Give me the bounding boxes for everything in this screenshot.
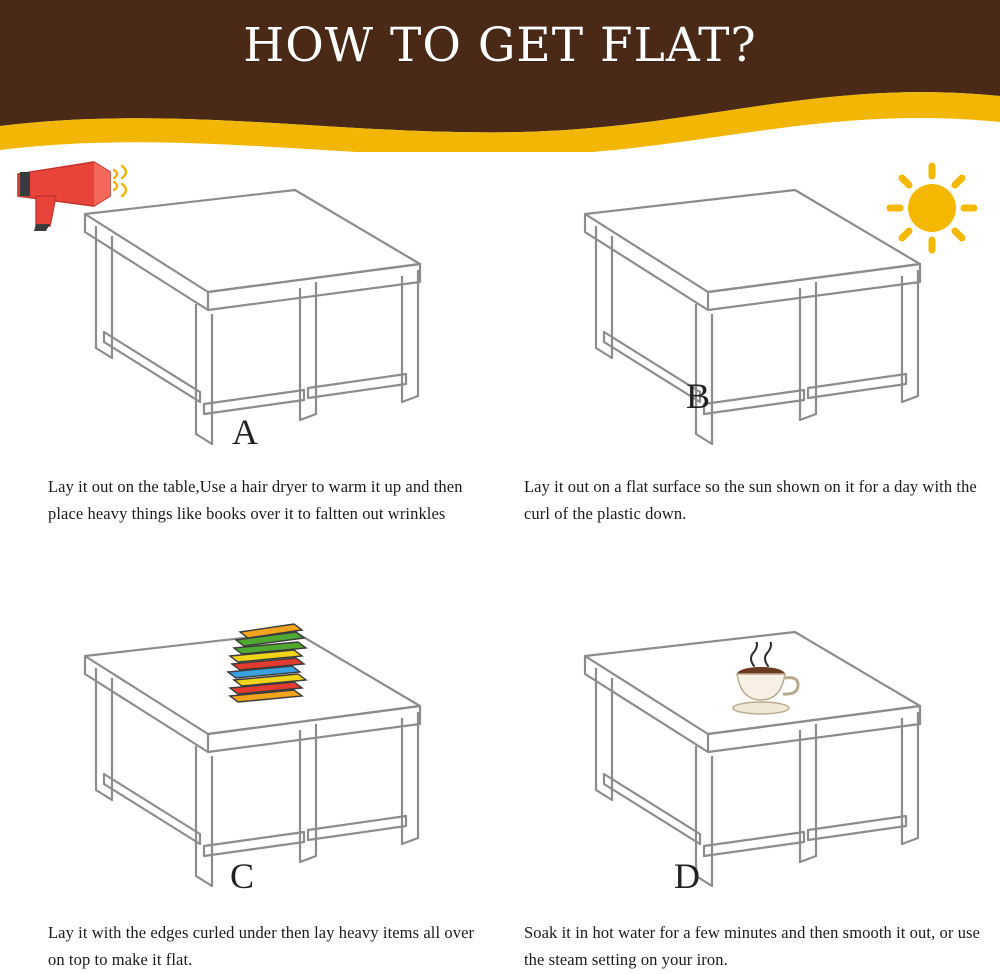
coffee-cup-icon: [714, 642, 824, 722]
panel-a: [0, 152, 500, 552]
page-title: HOW TO GET FLAT?: [243, 18, 757, 73]
panel-caption-d: Soak it in hot water for a few minutes and then smooth it out, or use the steam setting on your iron.: [524, 923, 980, 969]
panel-letter-a: A: [232, 412, 258, 452]
panel-d: [500, 560, 1000, 974]
panel-letter-c: C: [230, 856, 255, 896]
panel-caption-a: Lay it out on the table,Use a hair dryer to warm it up and then place heavy things like books over it to faltten out wrinkles: [48, 477, 463, 523]
panel-letter-b: B: [686, 376, 711, 416]
hair-dryer-icon: [10, 152, 140, 232]
sun-icon: [872, 152, 992, 262]
stack-of-books-icon: [216, 602, 326, 712]
panel-b: [500, 152, 1000, 552]
panel-caption-c: Lay it with the edges curled under then lay heavy items all over on top to make it flat.: [48, 923, 475, 969]
panel-c: [0, 560, 500, 974]
panel-letter-d: D: [674, 856, 700, 896]
panel-caption-b: Lay it out on a flat surface so the sun shown on it for a day with the curl of the plastic down.: [524, 477, 977, 523]
header-banner: [0, 0, 1000, 152]
